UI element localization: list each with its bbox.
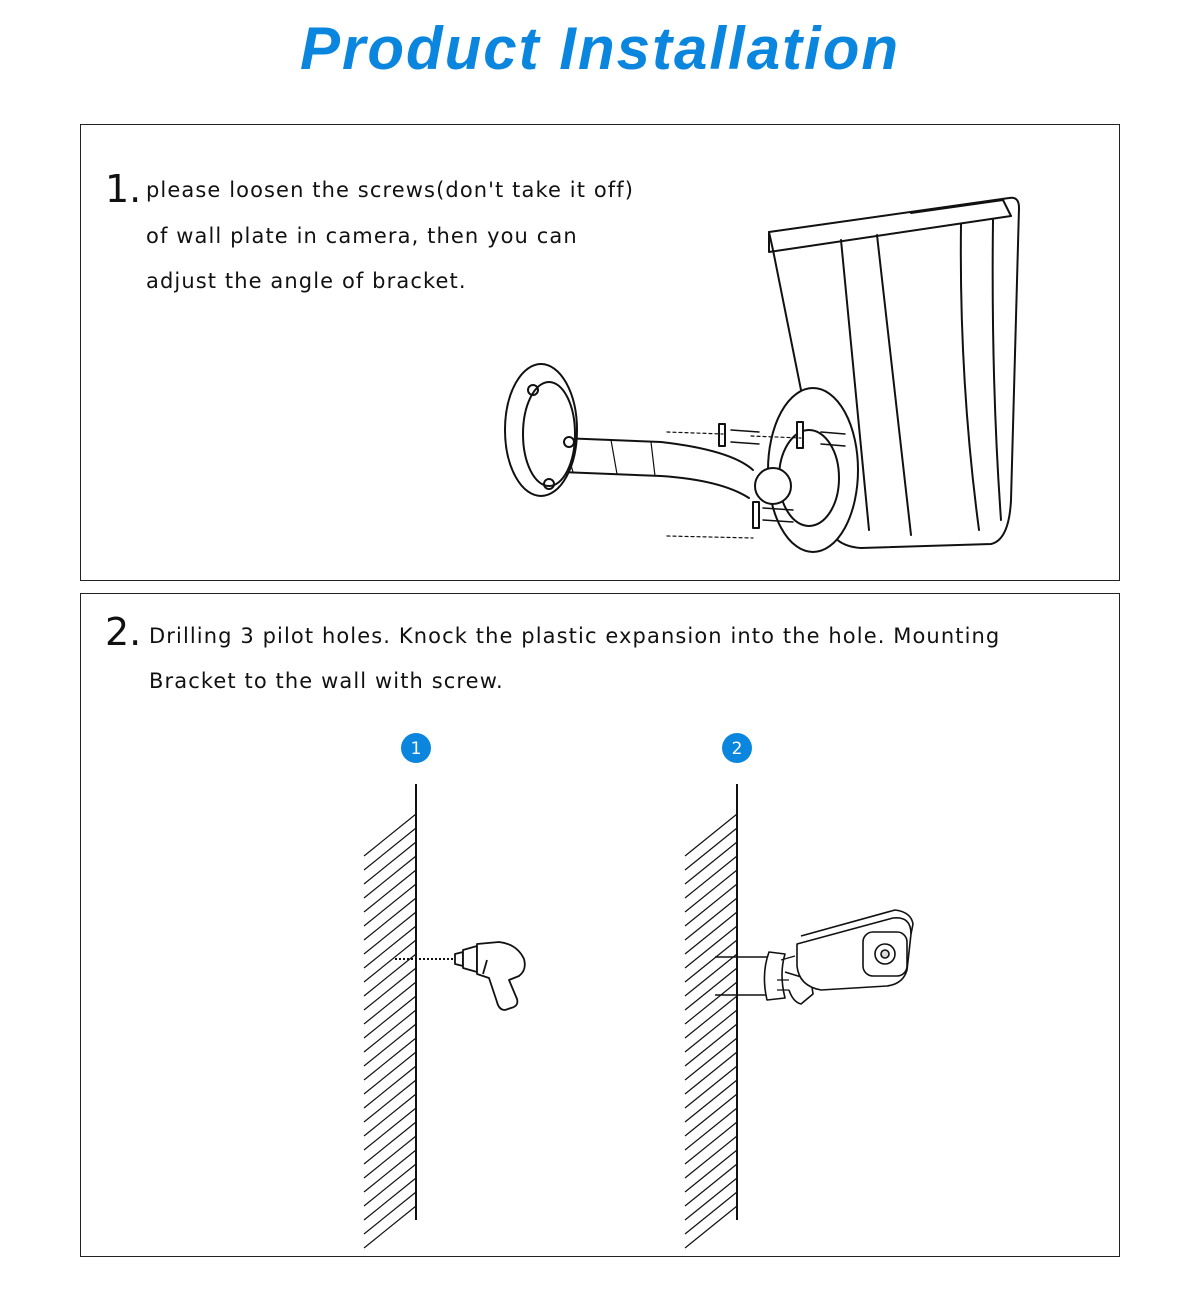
step-1-panel (80, 124, 1120, 581)
step-2-line-2: Bracket to the wall with screw. (149, 669, 504, 693)
wall-drill-illustration (359, 784, 559, 1224)
wall-camera-illustration (681, 784, 941, 1224)
page-title: Product Installation (299, 15, 901, 82)
drill-icon (395, 942, 525, 1010)
camera-bracket-illustration (491, 180, 1051, 580)
step-1-line-3: adjust the angle of bracket. (146, 269, 467, 293)
step-2-number: 2. (105, 610, 142, 654)
step-1-line-1: please loosen the screws(don't take it off) (146, 178, 635, 202)
step-2-line-1: Drilling 3 pilot holes. Knock the plastic expansion into the hole. Mounting (149, 624, 1001, 648)
wall-hatch-2 (685, 784, 737, 1248)
step-badge-1 (400, 732, 432, 764)
wall-hatch (364, 784, 416, 1248)
step-2-panel (80, 593, 1120, 1257)
step-1-line-2: of wall plate in camera, then you can (146, 224, 578, 248)
step-badge-1-label: 1 (410, 739, 422, 759)
step-badge-2-label: 2 (731, 739, 743, 759)
step-badge-2 (721, 732, 753, 764)
step-1-number: 1. (105, 167, 142, 211)
mounted-camera-icon (715, 910, 913, 1004)
